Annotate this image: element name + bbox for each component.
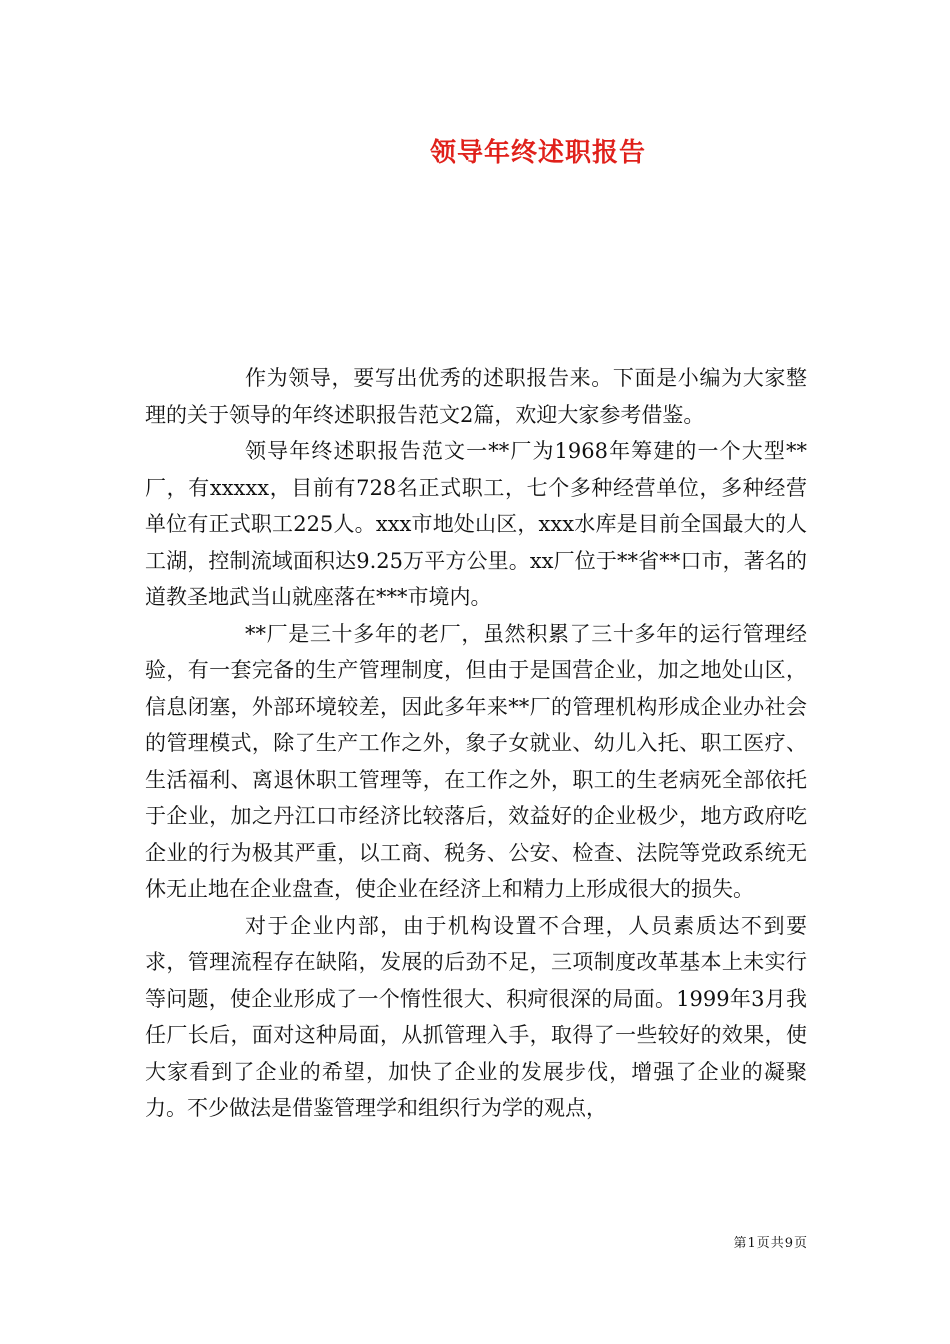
paragraph-factory-overview: 领导年终述职报告范文一**厂为1968年筹建的一个大型**厂，有xxxxx，目前有728名正式职工，七个多种经营单位，多种经营单位有正式职工225人。xxx市地处山区，xxx水库是目前全国最大的人工湖，控制流域面积达9.25万平方公里。xx厂位于**省**口市，著名的道教圣地武当山就座落在***市境内。 xyxy=(145,439,807,609)
paragraph-intro: 作为领导，要写出优秀的述职报告来。下面是小编为大家整理的关于领导的年终述职报告范文2篇，欢迎大家参考借鉴。 xyxy=(145,366,807,427)
paragraph-management-history: **厂是三十多年的老厂，虽然积累了三十多年的运行管理经验，有一套完备的生产管理制度，但由于是国营企业，加之地处山区，信息闭塞，外部环境较差，因此多年来**厂的管理机构形成企业办社会的管理模式，除了生产工作之外，象子女就业、幼儿入托、职工医疗、生活福利、离退休职工管理等，在工作之外，职工的生老病死全部依托于企业，加之丹江口市经济比较落后，效益好的企业极少，地方政府吃企业的行为极其严重，以工商、税务、公安、检查、法院等党政系统无休无止地在企业盘查，使企业在经济上和精力上形成很大的损失。 xyxy=(145,621,807,901)
page-number-footer: 第1页共9页 xyxy=(733,1236,808,1251)
paragraph-internal-issues: 对于企业内部，由于机构设置不合理，人员素质达不到要求，管理流程存在缺陷，发展的后劲不足，三项制度改革基本上未实行等问题，使企业形成了一个惰性很大、积疴很深的局面。1999年3月我任厂长后，面对这种局面，从抓管理入手，取得了一些较好的效果，使大家看到了企业的希望，加快了企业的发展步伐，增强了企业的凝聚力。不少做法是借鉴管理学和组织行为学的观点， xyxy=(145,913,807,1120)
document-body xyxy=(145,360,807,1127)
document-title: 领导年终述职报告 xyxy=(429,138,646,168)
